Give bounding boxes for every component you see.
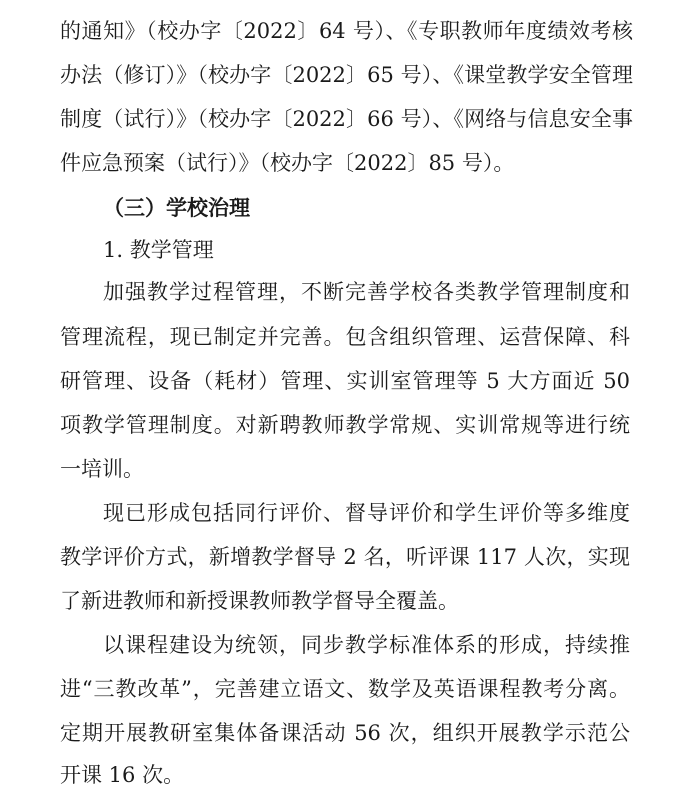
section-heading: （三）学校治理 bbox=[103, 195, 250, 220]
text-line-4: 件应急预案（试行）》（校办字〔2022〕85 号）。 bbox=[60, 151, 515, 175]
text-line-3: 制度（试行）》（校办字〔2022〕66 号）、《网络与信息安全事 bbox=[60, 107, 633, 131]
text-line-15: 以课程建设为统领，同步教学标准体系的形成，持续推 bbox=[103, 633, 630, 657]
text-line-17: 定期开展教研室集体备课活动 56 次，组织开展教学示范公 bbox=[60, 721, 630, 745]
text-line-13: 教学评价方式，新增教学督导 2 名，听评课 117 人次，实现 bbox=[60, 545, 630, 569]
text-line-1: 的通知》（校办字〔2022〕64 号）、《专职教师年度绩效考核 bbox=[60, 19, 633, 43]
text-line-14: 了新进教师和新授课教师教学督导全覆盖。 bbox=[60, 589, 459, 613]
text-line-16: 进“三教改革”，完善建立语文、数学及英语课程教考分离。 bbox=[60, 677, 630, 701]
subsection-heading: 1. 教学管理 bbox=[103, 238, 214, 262]
text-line-8: 管理流程，现已制定并完善。包含组织管理、运营保障、科 bbox=[60, 325, 630, 349]
text-line-10: 项教学管理制度。对新聘教师教学常规、实训常规等进行统 bbox=[60, 413, 630, 437]
text-line-2: 办法（修订）》（校办字〔2022〕65 号）、《课堂教学安全管理 bbox=[60, 63, 633, 87]
text-line-9: 研管理、设备（耗材）管理、实训室管理等 5 大方面近 50 bbox=[60, 369, 630, 393]
text-line-11: 一培训。 bbox=[60, 457, 144, 481]
text-line-7: 加强教学过程管理，不断完善学校各类教学管理制度和 bbox=[103, 280, 630, 304]
text-line-18: 开课 16 次。 bbox=[60, 763, 185, 787]
text-line-12: 现已形成包括同行评价、督导评价和学生评价等多维度 bbox=[103, 501, 630, 525]
